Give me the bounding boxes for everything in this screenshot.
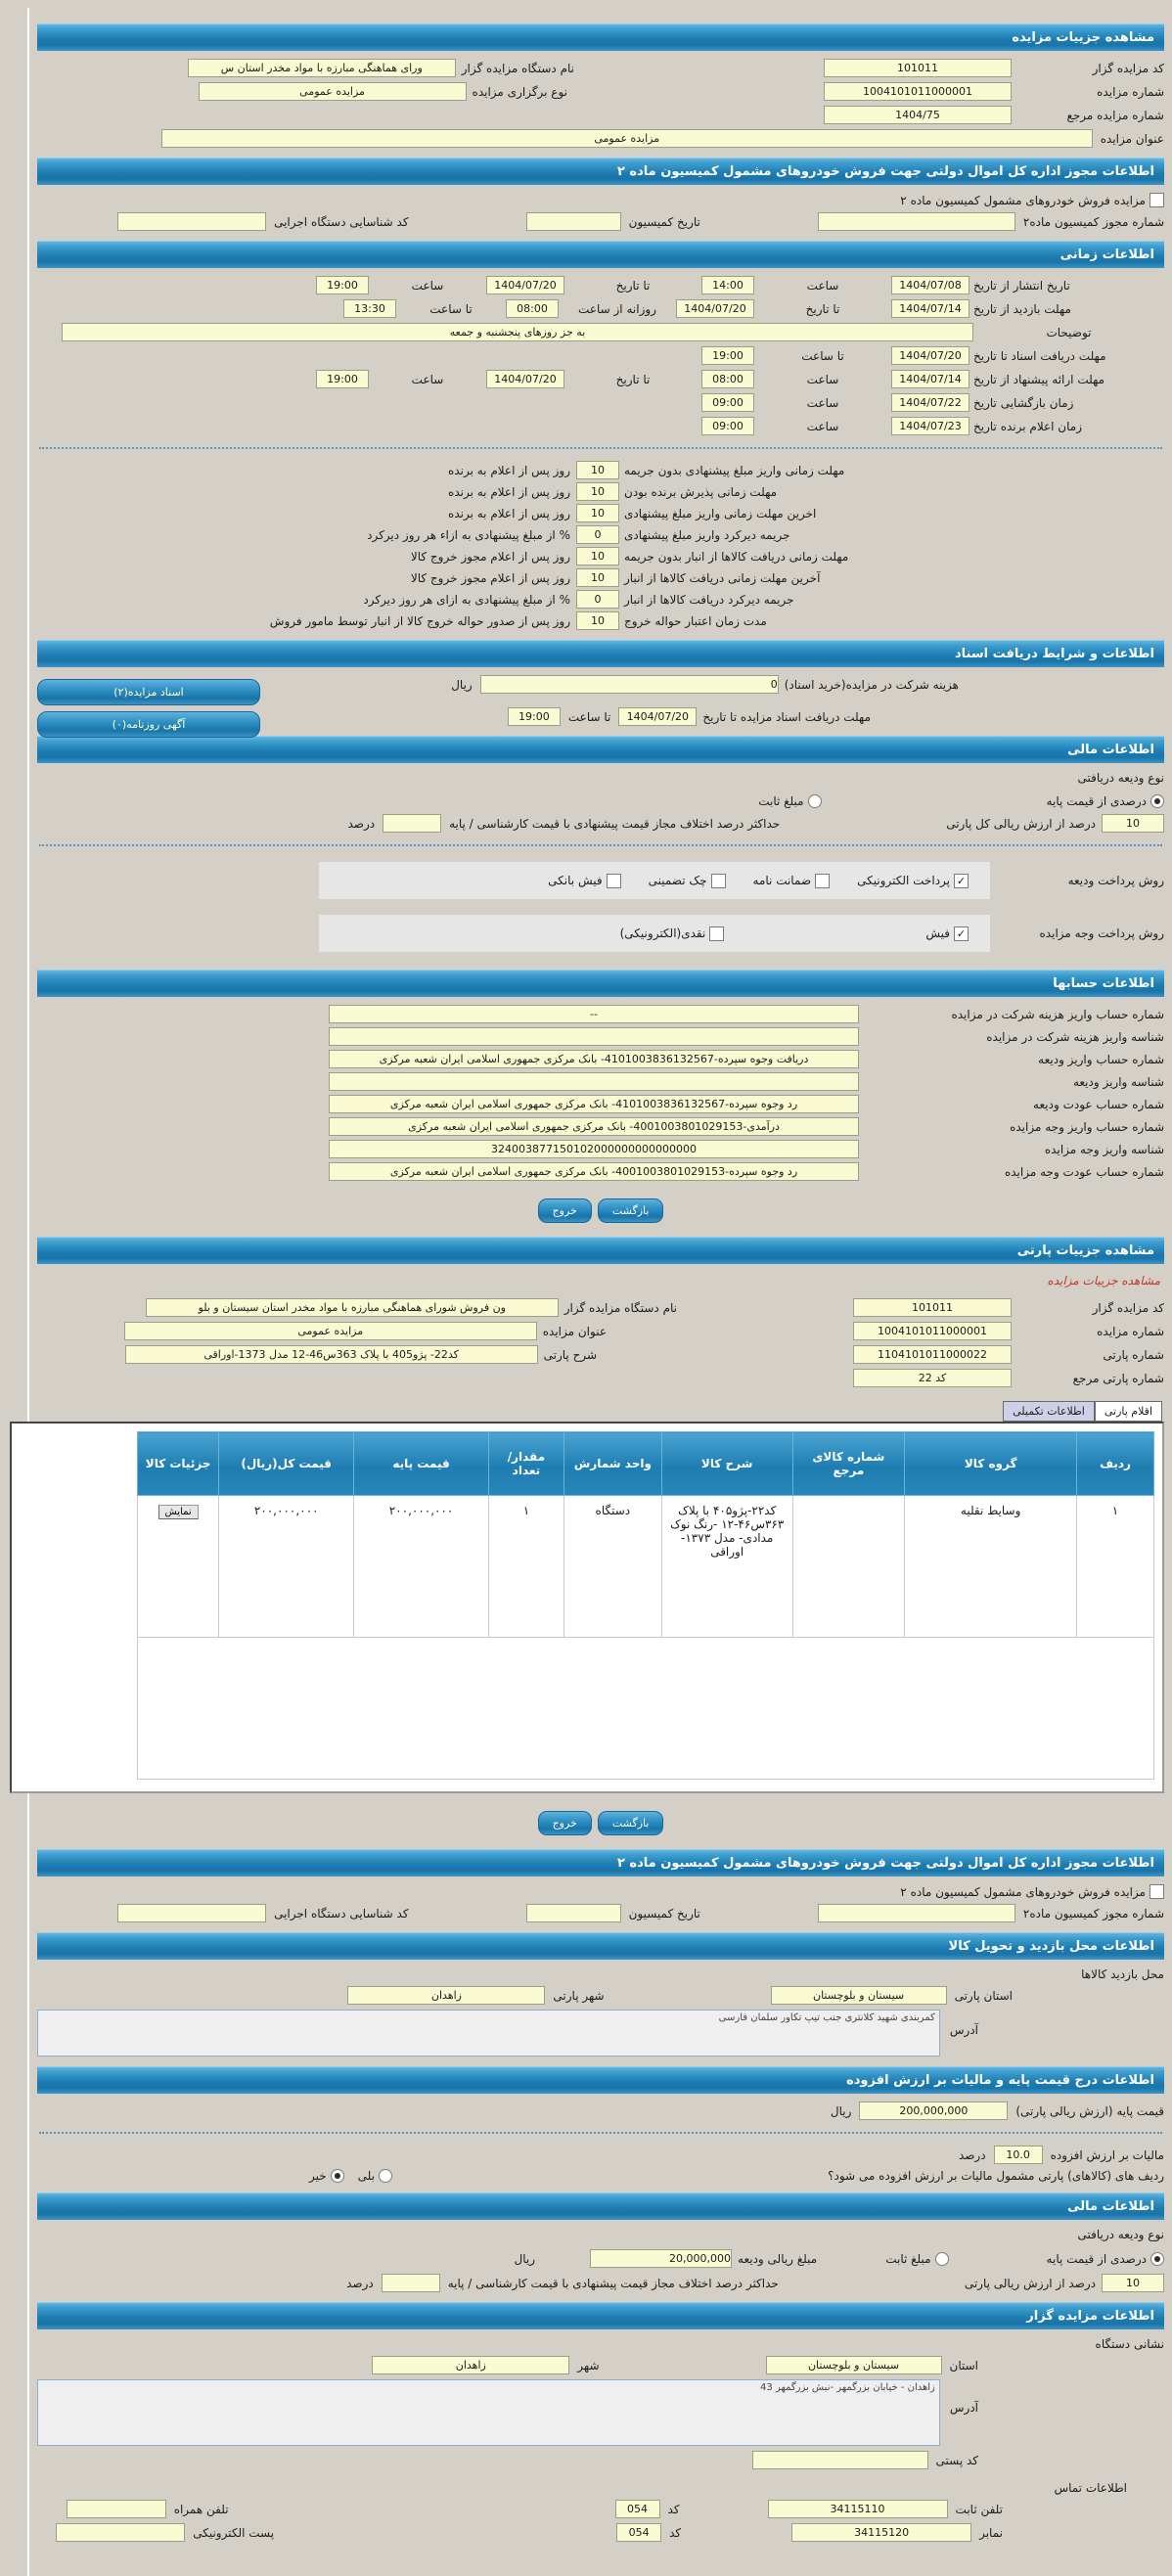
org-address-label: آدرس [949,2401,978,2415]
agency-id-field[interactable] [117,212,266,231]
offer-period-label: مهلت ارائه پیشنهاد از تاریخ [973,372,1105,386]
section-title: اطلاعات مجوز اداره کل اموال دولتی جهت فروش خودروهای مشمول کمیسیون ماده ۲ [616,1856,1154,1871]
article2-checkbox-label: مزایده فروش خودروهای مشمول کمیسیون ماده ۲ [900,1884,1146,1899]
section-header-visit-location [37,1932,1164,1960]
option-label: پرداخت الکترونیکی [857,874,950,887]
participation-fee-field[interactable]: 0 [480,675,779,694]
auction-details-link[interactable]: مشاهده جزییات مزایده [1047,1274,1160,1288]
account-field[interactable]: -- [329,1005,859,1023]
table-footer-band [138,1638,1154,1780]
vat-yes-option[interactable] [358,2169,392,2183]
notes-field[interactable]: به جز روزهای پنجشنبه و جمعه [62,323,973,341]
account-label: شناسه واریز هزینه شرکت در مزایده [986,1029,1164,1044]
org-city-label: شهر [577,2358,600,2373]
publish-date-label: تاریخ انتشار از تاریخ [973,278,1070,293]
base-price-label: قیمت پایه (ارزش ریالی پارتی) [1015,2103,1164,2118]
party-ref-field[interactable]: کد 22 [853,1369,1012,1387]
party-items-table [137,1431,1154,1780]
deadline-suffix: روز پس از اعلام به برنده [448,463,570,477]
auction-number-field[interactable]: 1004101011000001 [824,82,1012,101]
section-header-article2 [37,158,1164,185]
deposit-percent-label: درصد از ارزش ریالی کل پارتی [946,816,1096,831]
back-button[interactable]: بازگشت [598,1198,664,1223]
party-items-panel [10,1422,1164,1793]
party-number-label: شماره پارتی [1103,1347,1164,1362]
max-diff-label: حداکثر درصد اختلاف مجاز قیمت پیشنهادی با قیمت کارشناسی / پایه [447,2276,779,2290]
permit-number-field[interactable] [818,212,1015,231]
option-guarantee-letter[interactable] [753,874,831,888]
base-price-field[interactable]: 200,000,000 [859,2101,1008,2120]
cell-ref-number [792,1496,905,1638]
hour-label: ساعت [806,372,839,386]
org-city-field[interactable]: زاهدان [372,2356,569,2374]
deadline-label: مهلت زمانی واریز مبلغ پیشنهادی بدون جریمه [624,463,845,477]
party-province-field[interactable]: سیستان و بلوچستان [771,1986,947,2005]
party-auction-number-field[interactable]: 1004101011000001 [853,1322,1012,1340]
deposit-percent-field[interactable]: 10 [1102,814,1164,833]
auction-payment-options [319,915,990,952]
agency-id-label: کد شناسایی دستگاه اجرایی [274,214,409,229]
section-title: اطلاعات درج قیمت پایه و مالیات بر ارزش افزوده [846,2073,1154,2088]
dotted-divider [39,844,1162,846]
opening-time-label: زمان بازگشایی تاریخ [973,395,1074,410]
winner-announce-date[interactable]: 1404/07/23 [891,417,969,435]
exit-button[interactable]: خروج [538,1811,592,1835]
account-field[interactable]: 324003877150102000000000000000 [329,1140,859,1158]
deadline-suffix: روز پس از اعلام مجوز خروج کالا [410,570,570,585]
cell-goods-group: وسایط نقلیه [905,1496,1077,1638]
participation-fee-label: هزینه شرکت در مزایده(خرید اسناد) [784,677,959,692]
section-title: اطلاعات حسابها [1053,976,1154,991]
vat-field[interactable]: 10.0 [994,2146,1043,2164]
section-header-article2-party [37,1849,1164,1876]
deadline-suffix: % از مبلغ پیشنهادی به ازاء هر روز دیرکرد [367,527,570,542]
to-date-label: تا تاریخ [805,301,840,316]
account-field[interactable]: درآمدی-4001003801029153- بانک مرکزی جمهوری اسلامی ایران شعبه مرکزی [329,1117,859,1136]
rial-unit-label: ریال [514,2251,536,2266]
party-province-label: استان پارتی [954,1988,1013,2003]
phone-label: تلفن ثابت [955,2502,1003,2516]
deadline-value[interactable]: 0 [576,590,619,609]
party-ref-label: شماره پارتی مرجع [1072,1371,1164,1385]
section-header-party-details [37,1237,1164,1264]
party-subject-field[interactable]: مزایده عمومی [124,1322,537,1340]
cell-unit: دستگاه [563,1496,661,1638]
section-header-documents [37,640,1164,667]
percent-of-base-label: درصدی از قیمت پایه [1046,2251,1147,2266]
fixed-amount-label: مبلغ ثابت [885,2251,931,2266]
percent-of-base-radio[interactable] [1150,2252,1164,2266]
max-diff-label: حداکثر درصد اختلاف مجاز قیمت پیشنهادی با قیمت کارشناسی / پایه [449,816,781,831]
deadline-value[interactable]: 10 [576,461,619,479]
section-title: اطلاعات مالی [1067,2199,1154,2214]
show-item-details-button[interactable]: نمایش [158,1505,199,1519]
section-title: اطلاعات و شرایط دریافت اسناد [954,647,1154,661]
max-diff-field[interactable] [382,2274,440,2292]
deposit-payment-options [319,862,990,899]
vat-question-label: ردیف های (کالاهای) پارتی مشمول مالیات بر ارزش افزوده می شود؟ [828,2169,1164,2183]
agency-id-label: کد شناسایی دستگاه اجرایی [274,1906,409,1921]
account-field[interactable]: رد وجوه سپرده-4101003836132567- بانک مرکزی جمهوری اسلامی ایران شعبه مرکزی [329,1095,859,1113]
permit-number-field[interactable] [818,1904,1015,1922]
deadline-suffix: روز پس از اعلام به برنده [448,506,570,520]
vat-label: مالیات بر ارزش افزوده [1050,2147,1164,2162]
col-total-price: قیمت کل(ریال) [219,1432,354,1496]
commission-date-label: تاریخ کمیسیون [628,1906,700,1921]
contact-info-header: اطلاعات تماس [1054,2481,1127,2495]
party-subject-label: عنوان مزایده [542,1324,607,1338]
fixed-amount-radio[interactable] [808,794,822,808]
bank-slip-checkbox[interactable] [607,874,621,888]
phone-field[interactable]: 34115110 [768,2500,948,2518]
table-header-row [138,1432,1154,1496]
postal-code-field[interactable] [752,2451,928,2469]
section-title: اطلاعات مالی [1067,743,1154,757]
docs-receive-deadline-date[interactable]: 1404/07/20 [618,707,697,726]
col-unit: واحد شمارش [563,1432,661,1496]
party-desc-label: شرح پارتی [543,1347,597,1362]
col-description: شرح کالا [661,1432,792,1496]
left-divider-line [27,8,29,2576]
article2-checkbox-label: مزایده فروش خودروهای مشمول کمیسیون ماده ۲ [900,193,1146,207]
exit-button[interactable]: خروج [538,1198,592,1223]
deadline-label: مهلت زمانی پذیرش برنده بودن [624,484,778,499]
auction-payment-method-label: روش پرداخت وجه مزایده [1039,926,1164,940]
mobile-label: تلفن همراه [173,2502,229,2516]
deadline-value[interactable]: 10 [576,504,619,522]
cell-total-price: ۲۰۰,۰۰۰,۰۰۰ [219,1496,354,1638]
col-quantity: مقدار/ تعداد [489,1432,564,1496]
back-button[interactable]: بازگشت [598,1811,664,1835]
cell-base-price: ۲۰۰,۰۰۰,۰۰۰ [354,1496,489,1638]
account-field[interactable] [329,1072,859,1091]
vat-yes-label: بلی [357,2169,375,2183]
docs-deadline-hour[interactable]: 19:00 [701,346,754,365]
auction-ref-field[interactable]: 1404/75 [824,106,1012,124]
publish-from-hour[interactable]: 14:00 [701,276,754,294]
auction-type-label: نوع برگزاری مزایده [472,84,567,99]
email-label: پست الکترونیکی [193,2525,275,2540]
auction-subject-field[interactable]: مزایده عمومی [161,129,1093,148]
commission-date-field[interactable] [526,1904,621,1922]
auction-type-field[interactable]: مزایده عمومی [199,82,467,101]
cash-electronic-checkbox[interactable] [709,926,724,941]
visit-from-date[interactable]: 1404/07/14 [891,299,969,318]
article2-checkbox[interactable] [1149,1884,1164,1899]
option-certified-check[interactable] [649,874,726,888]
percent-unit-label: درصد [347,816,376,831]
option-label: ضمانت نامه [752,874,812,887]
col-row-number: ردیف [1077,1432,1154,1496]
fixed-amount-label: مبلغ ثابت [758,794,804,808]
option-label: فیش بانکی [548,874,603,887]
docs-receive-deadline-hour[interactable]: 19:00 [508,707,561,726]
deadline-label: آخرین مهلت زمانی دریافت کالاها از انبار [624,570,821,585]
vat-no-radio[interactable] [331,2169,344,2183]
visit-date-label: مهلت بازدید از تاریخ [973,301,1071,316]
option-label: نقدی(الکترونیکی) [619,926,706,940]
account-field[interactable]: دریافت وجوه سپرده-4101003836132567- بانک مرکزی جمهوری اسلامی ایران شعبه مرکزی [329,1050,859,1068]
deadline-value[interactable]: 10 [576,547,619,565]
party-address-label: آدرس [949,2023,978,2037]
deposit-payment-method-label: روش پرداخت ودیعه [1067,874,1164,887]
vat-yes-radio[interactable] [379,2169,392,2183]
section-title: مشاهده جزییات پارتی [1016,1243,1154,1258]
org-province-label: استان [949,2358,978,2373]
party-number-field[interactable]: 1104101011000022 [853,1345,1012,1364]
to-hour-label: تا ساعت [567,709,611,724]
section-title: مشاهده جزییات مزایده [1012,30,1154,45]
deadline-suffix: % از مبلغ پیشنهادی به ازای هر روز دیرکرد [363,592,570,607]
agency-id-field[interactable] [117,1904,266,1922]
col-goods-group: گروه کالا [905,1432,1077,1496]
party-auction-code-label: کد مزایده گزار [1092,1300,1164,1315]
certified-check-checkbox[interactable] [711,874,726,888]
org-address-field[interactable]: زاهدان - خیابان بزرگمهر -نبش بزرگمهر 43 [37,2379,940,2446]
section-header-pricing [37,2066,1164,2094]
account-field[interactable]: رد وجوه سپرده-4001003801029153- بانک مرکزی جمهوری اسلامی ایران شعبه مرکزی [329,1162,859,1181]
offer-from-hour[interactable]: 08:00 [701,370,754,388]
visit-daily-from-hour[interactable]: 08:00 [506,299,559,318]
to-date-label: تا تاریخ [615,278,651,293]
hour-label: ساعت [806,419,839,433]
max-diff-field[interactable] [383,814,441,833]
cell-quantity: ۱ [489,1496,564,1638]
rial-unit-label: ریال [830,2103,852,2118]
dotted-divider [39,2132,1162,2134]
visit-to-date[interactable]: 1404/07/20 [676,299,754,318]
daily-from-hour-label: روزانه از ساعت [578,301,656,316]
account-field[interactable] [329,1027,859,1046]
percent-unit-label: درصد [958,2147,986,2162]
postal-code-label: کد پستی [935,2453,978,2467]
account-label: شماره حساب عودت ودیعه [1033,1097,1164,1111]
party-address-field[interactable]: کمربندی شهید کلانتری جنب تیپ تکاور سلمان فارسی [37,2010,940,2056]
party-city-field[interactable]: زاهدان [347,1986,545,2005]
to-date-label: تا تاریخ [615,372,651,386]
vat-no-option[interactable] [309,2169,344,2183]
section-header-auction-details [37,23,1164,51]
auction-code-label: کد مزایده گزار [1092,61,1164,75]
cell-item-details [138,1496,219,1638]
offer-from-date[interactable]: 1404/07/14 [891,370,969,388]
deadline-value[interactable]: 10 [576,611,619,630]
commission-date-label: تاریخ کمیسیون [628,214,700,229]
party-org-field[interactable]: ون فروش شورای هماهنگی مبارزه با مواد مخدر استان سیستان و بلو [146,1298,559,1317]
opening-date[interactable]: 1404/07/22 [891,393,969,412]
visit-location-label: محل بازدید کالاها [1081,1967,1164,1981]
org-address-header: نشانی دستگاه [1095,2337,1164,2351]
section-header-timing [37,241,1164,268]
deadline-label: اخرین مهلت زمانی واریز مبلغ پیشنهادی [624,506,817,520]
party-desc-field[interactable]: کد22- پژو405 با پلاک 363س46-12 مدل 1373-اوراقی [125,1345,538,1364]
email-field[interactable] [56,2523,185,2542]
section-title: اطلاعات مزایده گزار [1026,2309,1154,2324]
auction-subject-label: عنوان مزایده [1100,131,1164,146]
publish-to-date[interactable]: 1404/07/20 [486,276,564,294]
section-title: اطلاعات مجوز اداره کل اموال دولتی جهت فروش خودروهای مشمول کمیسیون ماده ۲ [616,164,1154,179]
account-label: شماره حساب واریز وجه مزایده [1010,1119,1164,1134]
docs-deadline-label: مهلت دریافت اسناد تا تاریخ [973,348,1106,363]
org-name-label: نام دستگاه مزایده گزار [461,61,574,75]
notes-label: توضیحات [1046,325,1092,339]
option-label: چک تضمینی [648,874,707,887]
deposit-percent-field[interactable]: 10 [1102,2274,1164,2292]
doc-buttons [37,673,260,744]
account-label: شماره حساب عودت وجه مزایده [1004,1164,1164,1179]
percent-of-base-label: درصدی از قیمت پایه [1046,794,1147,808]
to-hour-label: تا ساعت [429,301,473,316]
vat-no-label: خیر [309,2169,327,2183]
org-province-field[interactable]: سیستان و بلوچستان [766,2356,942,2374]
phone-code-field[interactable]: 054 [615,2500,660,2518]
article2-checkbox[interactable] [1149,193,1164,207]
party-auction-number-label: شماره مزایده [1097,1324,1164,1338]
deposit-amount-label: مبلغ ریالی ودیعه [738,2251,818,2266]
deadline-value[interactable]: 10 [576,568,619,587]
deposit-type-label: نوع ودیعه دریافتی [1077,771,1164,785]
col-base-price: قیمت پایه [354,1432,489,1496]
org-name-field[interactable]: ورای هماهنگی مبارزه با مواد مخدر استان س [188,59,456,77]
cell-row-number: ۱ [1077,1496,1154,1638]
docs-deadline-date[interactable]: 1404/07/20 [891,346,969,365]
section-header-accounts [37,970,1164,997]
auction-code-field[interactable]: 101011 [824,59,1012,77]
deadline-value[interactable]: 10 [576,482,619,501]
permit-number-label: شماره مجوز کمیسیون ماده۲ [1022,214,1164,229]
guarantee-letter-checkbox[interactable] [815,874,830,888]
cell-description: کد۲۲-پژو۴۰۵ با پلاک ۳۶۳س۴۶-۱۲ -رنگ نوک مدادی- مدل ۱۳۷۳-اوراقی [661,1496,792,1638]
percent-unit-label: درصد [346,2276,374,2290]
deposit-type-label: نوع ودیعه دریافتی [1077,2228,1164,2241]
account-label: شناسه واریز وجه مزایده [1044,1142,1164,1156]
phone-code-label: کد [667,2502,680,2516]
section-header-organizer [37,2302,1164,2329]
tab-additional-info[interactable]: اطلاعات تکمیلی [1003,1401,1095,1422]
docs-receive-deadline-label: مهلت دریافت اسناد مزایده تا تاریخ [702,709,871,724]
deposit-percent-label: درصد از ارزش ریالی پارتی [964,2276,1096,2290]
hour-label: ساعت [806,278,839,293]
option-slip[interactable] [925,926,969,941]
deposit-amount-field[interactable]: 20,000,000 [590,2249,732,2268]
permit-number-label: شماره مجوز کمیسیون ماده۲ [1022,1906,1164,1921]
newspaper-ad-button[interactable]: آگهی روزنامه(۰) [37,711,260,738]
option-cash-electronic[interactable] [620,926,725,941]
visit-to-hour[interactable]: 13:30 [343,299,396,318]
account-label: شماره حساب واریز هزینه شرکت در مزایده [951,1007,1164,1021]
to-hour-label: تا ساعت [801,348,844,363]
table-row [138,1496,1154,1638]
deadline-label: مدت زمان اعتبار حواله خروج [624,613,767,628]
opening-hour[interactable]: 09:00 [701,393,754,412]
option-bank-slip[interactable] [548,874,620,888]
deadline-label: جریمه دیرکرد دریافت کالاها از انبار [624,592,794,607]
option-electronic-payment[interactable] [857,874,969,888]
fax-field[interactable]: 34115120 [791,2523,971,2542]
winner-announce-label: زمان اعلام برنده تاریخ [973,419,1082,433]
party-city-label: شهر پارتی [553,1988,605,2003]
deadline-suffix: روز پس از اعلام مجوز خروج کالا [410,549,570,564]
electronic-payment-checkbox[interactable]: ✓ [954,874,969,888]
offer-to-date[interactable]: 1404/07/20 [486,370,564,388]
auction-number-label: شماره مزایده [1097,84,1164,99]
col-ref-number: شماره کالای مرجع [792,1432,905,1496]
deadline-suffix: روز پس از صدور حواله خروج کالا از انبار توسط مامور فروش [269,613,570,628]
auction-documents-button[interactable]: اسناد مزایده(۲) [37,679,260,705]
auction-ref-label: شماره مزایده مرجع [1066,108,1164,122]
percent-of-base-radio[interactable] [1150,794,1164,808]
party-org-label: نام دستگاه مزایده گزار [563,1300,677,1315]
publish-to-hour[interactable]: 19:00 [316,276,369,294]
dotted-divider [39,447,1162,449]
account-label: شناسه واریز ودیعه [1072,1074,1164,1089]
party-auction-code-field[interactable]: 101011 [853,1298,1012,1317]
fax-label: نمابر [979,2525,1003,2540]
section-header-financial-2 [37,2192,1164,2220]
hour-label: ساعت [411,278,444,293]
winner-announce-hour[interactable]: 09:00 [701,417,754,435]
account-label: شماره حساب واریز ودیعه [1038,1052,1164,1066]
deadline-label: مهلت زمانی دریافت کالاها از انبار بدون جریمه [624,549,849,564]
publish-from-date[interactable]: 1404/07/08 [891,276,969,294]
deadline-suffix: روز پس از اعلام به برنده [448,484,570,499]
rial-unit-label: ریال [451,677,473,692]
offer-to-hour[interactable]: 19:00 [316,370,369,388]
option-label: فیش [925,926,950,940]
mobile-field[interactable] [67,2500,166,2518]
section-title: اطلاعات محل بازدید و تحویل کالا [948,1939,1154,1954]
deadline-value[interactable]: 0 [576,525,619,544]
tab-party-items[interactable]: اقلام پارتی [1095,1401,1162,1422]
col-item-details: جزئیات کالا [138,1432,219,1496]
commission-date-field[interactable] [526,212,621,231]
slip-checkbox[interactable]: ✓ [954,926,969,941]
hour-label: ساعت [411,372,444,386]
fixed-amount-radio[interactable] [935,2252,949,2266]
hour-label: ساعت [806,395,839,410]
fax-code-label: کد [669,2525,682,2540]
deadline-label: جریمه دیرکرد واریز مبلغ پیشنهادی [624,527,790,542]
section-title: اطلاعات زمانی [1059,248,1154,262]
fax-code-field[interactable]: 054 [616,2523,661,2542]
